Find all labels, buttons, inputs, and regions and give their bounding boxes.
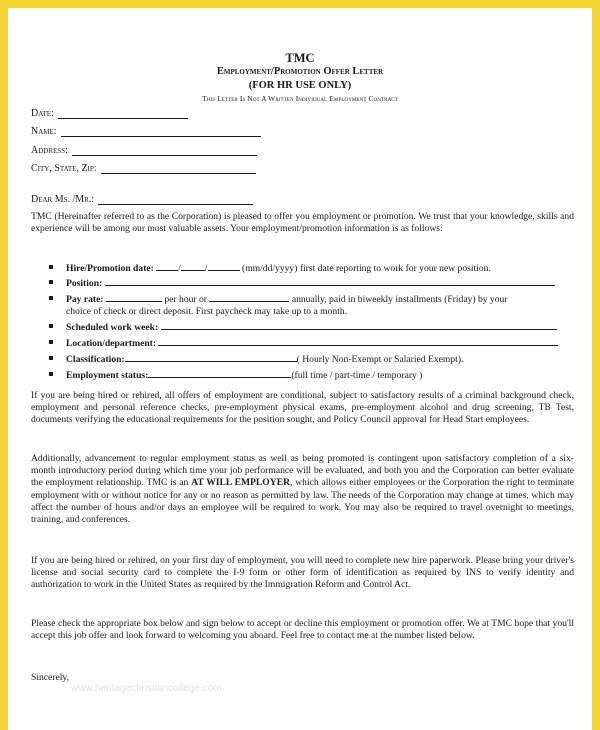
class-text: ( Hourly Non-Exempt or Salaried Exempt). [296, 354, 464, 365]
intro-paragraph: TMC (Hereinafter referred to as the Corporation) is pleased to offer you employment or promotion. We trust that your knowledge, skills and experience will be among our most valuable assets. Your employment/promotion information is as follows: [31, 211, 574, 235]
city-line[interactable] [101, 162, 256, 174]
at-will-text: Additionally, advancement to regular employment status as well as being promoted is contingent upon satisfactory completion of a six-month introductory period during which time your job performance will be evaluated, and both you and the Corporation can better evaluate the employment relationship. TMC is an [31, 453, 574, 489]
position-line[interactable] [105, 276, 555, 286]
list-item-pay-rate [49, 292, 574, 318]
pay-hour-line[interactable] [106, 292, 162, 302]
at-will-text: , which allows either employees or the Corporation the right to terminate employment with or without notice for any or no reason as permitted by law. The needs of the Corporation may change at times, which may affect the number of hours and/or days an employee will be required to work. You may also be required to travel overnight to meetings, training, and conferences. [31, 477, 575, 526]
closing: Sincerely, [31, 672, 70, 683]
city-label: City, State, Zip: [31, 163, 97, 174]
bullet-icon [49, 356, 53, 360]
location-label: Location/department: [66, 338, 157, 349]
dear-line[interactable] [98, 193, 253, 205]
bullet-icon [49, 280, 53, 284]
letter-title: Employment/Promotion Offer Letter [216, 66, 384, 77]
address-line[interactable] [72, 144, 257, 156]
letter-subtitle: (FOR HR USE ONLY) [248, 80, 352, 91]
class-line[interactable] [125, 352, 297, 362]
date-field [31, 106, 188, 119]
name-label: Name: [31, 126, 57, 137]
list-item-hire-date [49, 261, 574, 275]
at-will-paragraph [31, 453, 574, 526]
pay-annual-line[interactable] [209, 292, 289, 302]
list-item-location [49, 336, 574, 350]
list-item-status [49, 368, 574, 382]
address-field [31, 143, 257, 156]
hire-slash: / [178, 263, 181, 274]
class-label: Classification: [66, 354, 125, 365]
contract-notice: This Letter Is Not A Written Individual Employment Contract [202, 94, 398, 103]
name-line[interactable] [61, 125, 261, 137]
name-field [31, 124, 261, 137]
bullet-icon [49, 265, 53, 269]
city-field [31, 161, 256, 174]
offer-letter-page [8, 8, 592, 730]
conditions-paragraph: If you are being hired or rehired, all offers of employment are conditional, subject to satisfactory results of a criminal background check, employment and personal reference checks, pre-employment physical exams, pre-employment alcohol and drug screening, TB Test, documents verifying the educational requirements for the position sought, and Policy Council approval for Head Start employees. [31, 390, 574, 426]
schedule-label: Scheduled work week: [66, 322, 159, 333]
position-label: Position: [66, 278, 103, 289]
paperwork-paragraph: If you are being hired or rehired, on your first day of employment, you will need to complete new hire paperwork. Please bring your driver's license and social security card to complete the I-9 form or other form of identification as required by INS to verify identity and authorization to work in the United States as required by the Immigration Reform and Control Act. [31, 555, 574, 591]
company-name: TMC [285, 51, 315, 65]
watermark: www.heritagechristiancollege.com [71, 683, 222, 694]
dear-field [31, 192, 253, 205]
bullet-icon [49, 372, 53, 376]
status-text: (full time / part-time / temporary ) [291, 370, 423, 381]
hire-year-line[interactable] [208, 261, 240, 271]
pay-annually-text: annually, paid in biweekly installments (Friday) by your [291, 294, 508, 305]
hire-label: Hire/Promotion date: [66, 263, 154, 274]
address-label: Address: [31, 145, 68, 156]
location-line[interactable] [158, 336, 558, 346]
list-item-schedule [49, 320, 574, 334]
acceptance-paragraph: Please check the appropriate box below and sign below to accept or decline this employment or promotion offer. We at TMC hope that you'll accept this job offer and look forward to welcoming you aboard. Feel free to contact me at the number listed below. [31, 618, 574, 642]
date-line[interactable] [58, 107, 188, 119]
bullet-icon [49, 340, 53, 344]
bullet-icon [49, 324, 53, 328]
pay-label: Pay rate: [66, 294, 104, 305]
list-item-classification [49, 352, 574, 366]
bullet-icon [49, 296, 53, 300]
pay-per-hour-text: per hour or [164, 294, 207, 305]
status-line[interactable] [148, 368, 291, 378]
hire-month-line[interactable] [156, 261, 178, 271]
list-item-position [49, 276, 574, 290]
hire-text: (mm/dd/yyyy) first date reporting to work for your new position. [242, 263, 491, 274]
date-label: Date: [31, 108, 54, 119]
hire-day-line[interactable] [181, 261, 205, 271]
pay-line-2: choice of check or direct deposit. First paycheck may take up to a month. [66, 306, 348, 318]
schedule-line[interactable] [161, 320, 557, 330]
dear-label: Dear Ms. /Mr.: [31, 194, 95, 205]
at-will-employer-text: AT WILL EMPLOYER [191, 477, 291, 489]
hire-slash: / [204, 263, 208, 274]
status-label: Employment status: [66, 370, 149, 381]
